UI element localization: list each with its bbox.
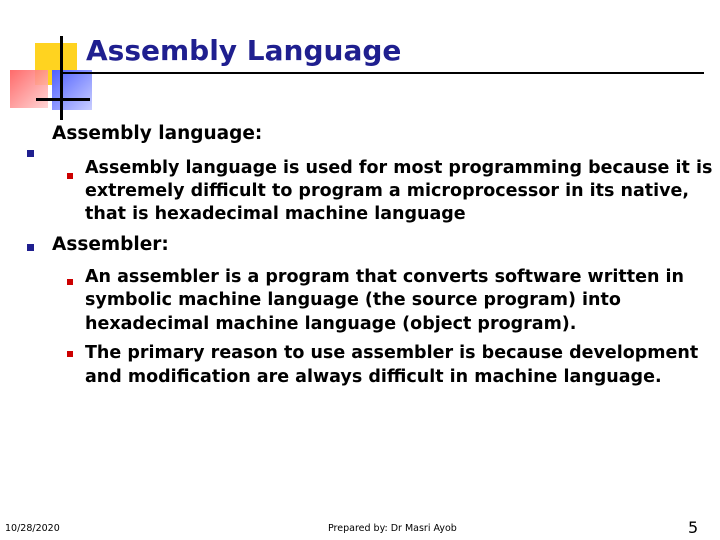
title-underline <box>60 72 704 74</box>
level1-bullet-icon <box>27 244 34 251</box>
sub-bullet-line: An assembler is a program that converts software written in <box>85 267 684 287</box>
bullet-heading-assembly-language: Assembly language: <box>52 123 263 144</box>
logo-blue-square <box>52 70 92 110</box>
level2-bullet-icon <box>67 173 73 179</box>
logo-horizontal-line <box>36 98 90 101</box>
footer-author: Prepared by: Dr Masri Ayob <box>328 523 457 534</box>
level1-bullet-icon <box>27 150 34 157</box>
sub-bullet-line: and modification are always difficult in machine language. <box>85 367 662 387</box>
sub-bullet-line: Assembly language is used for most programming because it is <box>85 158 713 178</box>
page-number: 5 <box>688 518 699 537</box>
footer-date: 10/28/2020 <box>5 523 60 534</box>
sub-bullet-line: The primary reason to use assembler is because development <box>85 343 699 363</box>
bullet-heading-assembler: Assembler: <box>52 234 169 255</box>
level2-bullet-icon <box>67 279 73 285</box>
slide-title: Assembly Language <box>86 34 402 67</box>
sub-bullet-line: hexadecimal machine language (object program). <box>85 314 577 334</box>
level2-bullet-icon <box>67 351 73 357</box>
sub-bullet-line: symbolic machine language (the source program) into <box>85 290 621 310</box>
logo-red-square <box>10 70 48 108</box>
logo-vertical-line <box>60 36 63 120</box>
sub-bullet-line: extremely difficult to program a microprocessor in its native, <box>85 181 690 201</box>
sub-bullet-line: that is hexadecimal machine language <box>85 204 466 224</box>
